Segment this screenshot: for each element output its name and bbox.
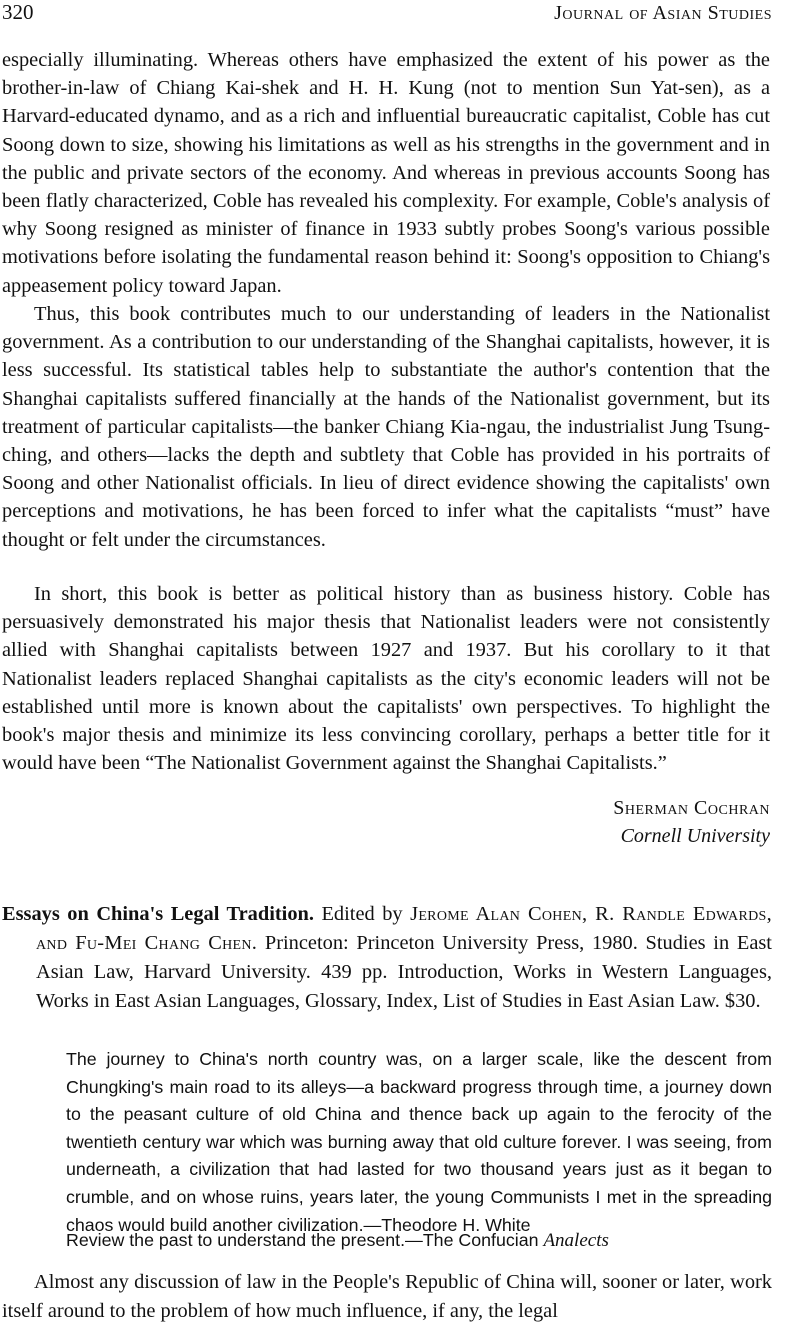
book-editors: Jerome Alan Cohen, R. Randle Edwards, and Fu-Mei Chang Chen. (36, 903, 772, 954)
reviewer-name: Sherman Cochran (613, 797, 770, 819)
reviewer-institution: Cornell University (620, 825, 770, 847)
journal-title: Journal of Asian Studies (554, 2, 772, 24)
review-paragraph-3: In short, this book is better as political history than as business history. Coble has persuasively demonstrated his major thesis that Nationalist leaders were not consistently allied with Shanghai capitalists between 1927 and 1937. But his corollary to it that Nationalist leaders replaced Shanghai capitalists as the city's economic leaders will not be established until more is known about the capitalists' own perspectives. To highlight the book's major thesis and minimize its less convincing corollary, perhaps a better title for it would have been “The Nationalist Government against the Shanghai Capitalists.” (2, 583, 770, 775)
running-header (0, 0, 780, 34)
epigraph-confucius (66, 1227, 772, 1254)
epigraph-white: The journey to China's north country was, on a larger scale, like the descent from Chungking's main road to its alleys—a backward progress through time, a journey down to the peasant culture of old China and thence back up again to the ferocity of the twentieth century war which was burning away that old culture forever. I was seeing, from underneath, a civilization that had lasted for two thousand years just as it began to crumble, and on whose ruins, years later, the young Communists I met in the spreading chaos would build another civilization.—Theodore H. White (66, 1049, 772, 1235)
book-citation (2, 900, 772, 1016)
edited-by: Edited by (321, 903, 403, 925)
review-paragraph-1: especially illuminating. Whereas others have emphasized the extent of his power as the brother-in-law of Chiang Kai-shek and H. H. Kung (not to mention Sun Yat-sen), as a Harvard-educated dynamo, and as a rich and influential bureaucratic capitalist, Coble has cut Soong down to size, showing his limitations as well as his strengths in the government and in the public and private sectors of the economy. And whereas in previous accounts Soong has been flatly characterized, Coble has revealed his complexity. For example, Coble's analysis of why Soong resigned as minister of finance in 1933 subtly probes Soong's various possible motivations before isolating the fundamental reason behind it: Soong's opposition to Chiang's appeasement policy toward Japan. (2, 49, 770, 297)
page-number: 320 (2, 0, 34, 24)
publication-details: Princeton: Princeton University Press, 1980. Studies in East Asian Law, Harvard University. 439 pp. Introduction, Works in Western Languages, Works in East Asian Languages, Glossary, Index, List of Studies in East Asian Law. $30. (36, 932, 772, 1012)
epigraph-confucius-work: Analects (543, 1230, 609, 1251)
book-title: Essays on China's Legal Tradition. (2, 903, 314, 925)
review-paragraph-2: Thus, this book contributes much to our understanding of leaders in the Nationalist government. As a contribution to our understanding of the Shanghai capitalists, however, it is less successful. Its statistical tables help to substantiate the author's contention that the Shanghai capitalists suffered financially at the hands of the Nationalist government, but its treatment of particular capitalists—the banker Chiang Kia-ngau, the industrialist Jung Tsung-ching, and others—lacks the depth and subtlety that Coble has provided in his portraits of Soong and other Nationalist officials. In lieu of direct evidence showing the capitalists' own perceptions and motivations, he has been forced to infer what the capitalists “must” have thought or felt under the circumstances. (2, 303, 770, 551)
review-opening-paragraph: Almost any discussion of law in the People's Republic of China will, sooner or later, work itself around to the problem of how much influence, if any, the legal (2, 1271, 772, 1322)
reviewer-signature (370, 794, 770, 850)
epigraph-confucius-text: Review the past to understand the present.—The Confucian (66, 1230, 539, 1250)
